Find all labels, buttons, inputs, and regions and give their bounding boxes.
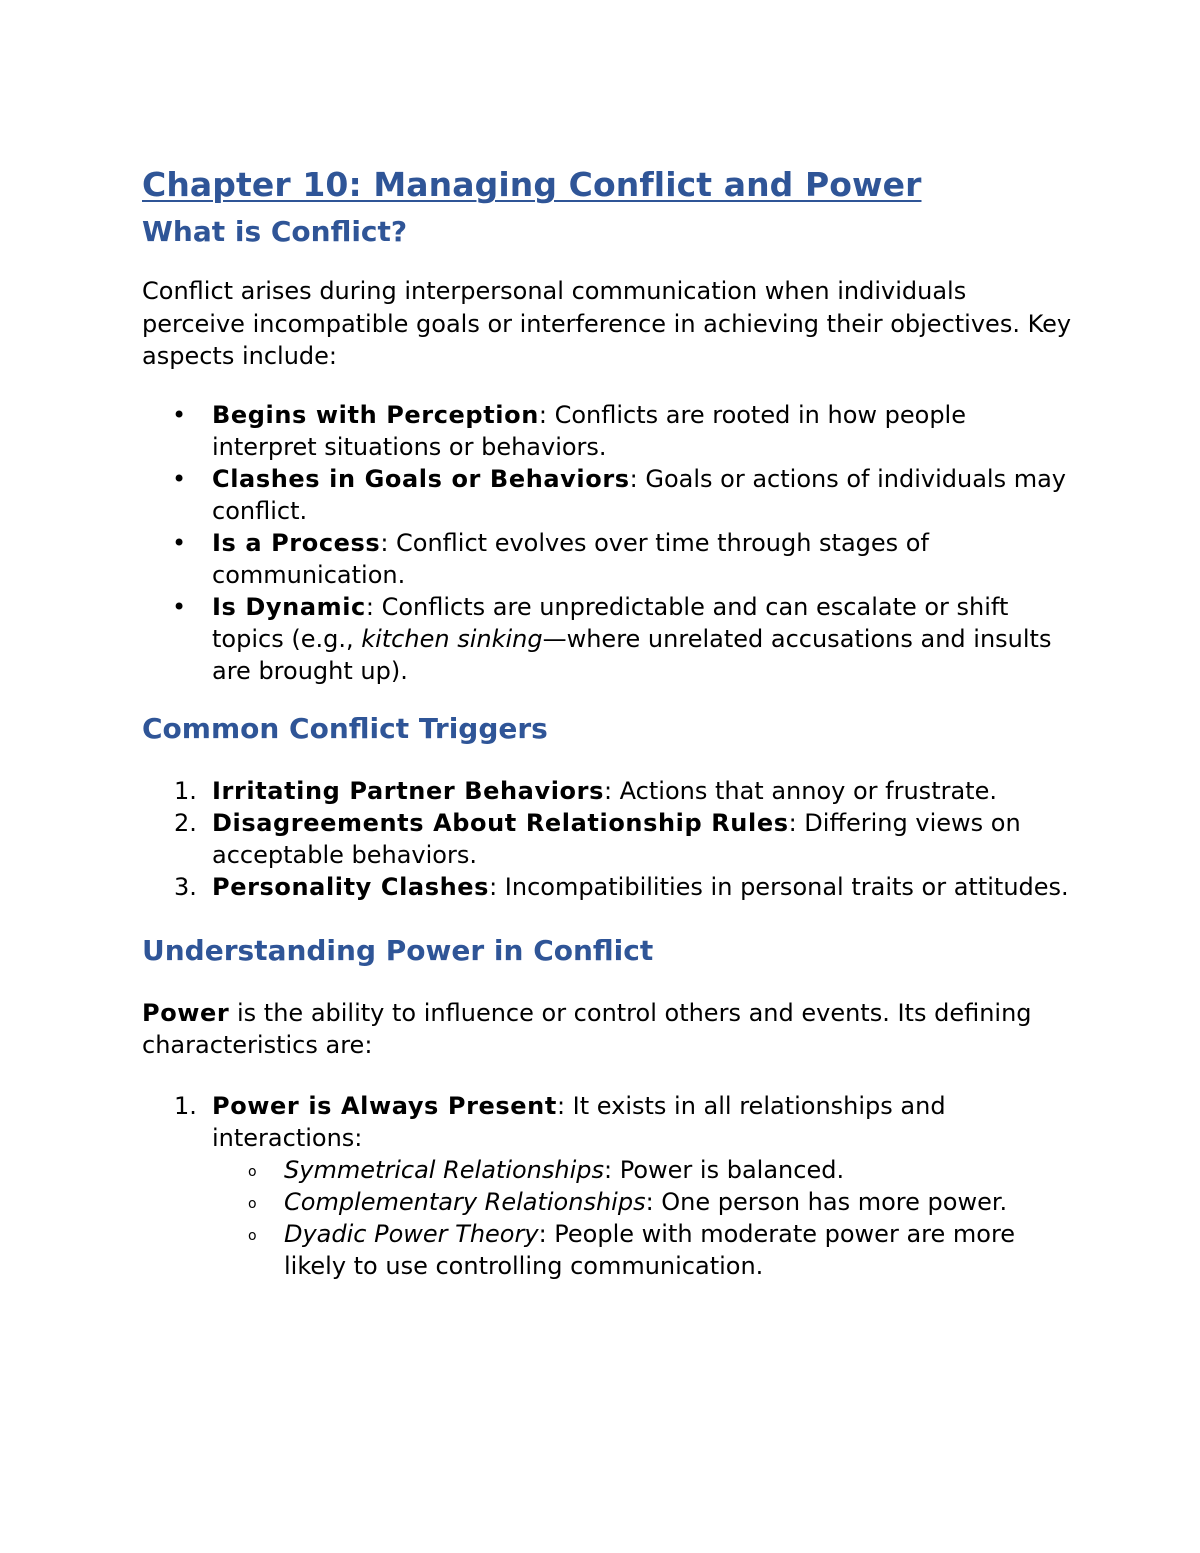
term: Is a Process — [212, 528, 381, 557]
power-characteristics-list — [142, 1090, 1072, 1282]
description: : It exists in all relationships and interactions: — [212, 1091, 946, 1152]
sub-bullet-marker: o — [248, 1163, 257, 1180]
heading-understanding-power: Understanding Power in Conflict — [142, 933, 654, 967]
description: : Goals or actions of individuals may conflict. — [212, 464, 1067, 525]
list-number: 1. — [174, 1091, 197, 1120]
document-title: Chapter 10: Managing Conflict and Power — [142, 165, 922, 204]
bullet-marker: • — [172, 528, 187, 557]
power-intro-paragraph — [142, 997, 1072, 1062]
triggers-list — [142, 775, 1072, 903]
sub-list-item — [212, 1186, 1072, 1218]
heading-common-triggers: Common Conflict Triggers — [142, 711, 548, 745]
sub-list-item — [212, 1154, 1072, 1186]
document-page — [142, 160, 1072, 1282]
list-item — [142, 871, 1072, 903]
list-item — [142, 1090, 1072, 1282]
description: is the ability to influence or control others and events. Its defining characteristics are: — [142, 998, 1032, 1059]
list-item — [142, 807, 1072, 871]
term: Is Dynamic — [212, 592, 366, 621]
term: Power — [142, 998, 230, 1027]
description: : Differing views on acceptable behaviors. — [212, 808, 1021, 869]
list-number: 1. — [174, 776, 197, 805]
bullet-marker: • — [172, 464, 187, 493]
list-item — [142, 399, 1072, 463]
term: Symmetrical Relationships — [284, 1155, 605, 1184]
description: : Conflict evolves over time through stages of communication. — [212, 528, 929, 589]
description: : Actions that annoy or frustrate. — [603, 776, 997, 805]
bullet-marker: • — [172, 592, 187, 621]
term: Irritating Partner Behaviors — [212, 776, 604, 805]
term: Power is Always Present — [212, 1091, 557, 1120]
description: : Incompatibilities in personal traits or attitudes. — [489, 872, 1069, 901]
term: Clashes in Goals or Behaviors — [212, 464, 630, 493]
description: : Conflicts are rooted in how people interpret situations or behaviors. — [212, 400, 966, 461]
heading-what-is-conflict: What is Conflict? — [142, 215, 408, 248]
list-number: 2. — [174, 808, 197, 837]
term: Dyadic Power Theory — [284, 1219, 539, 1248]
sub-bullet-marker: o — [248, 1227, 257, 1244]
description: : Conflicts are unpredictable and can escalate or shift topics (e.g., — [212, 592, 1009, 653]
description: : One person has more power. — [645, 1187, 1008, 1216]
sub-list — [212, 1154, 1072, 1282]
list-item — [142, 591, 1072, 687]
list-number: 3. — [174, 872, 197, 901]
bullet-marker: • — [172, 400, 187, 429]
emphasis: kitchen sinking — [361, 624, 543, 653]
conflict-aspects-list — [142, 399, 1072, 687]
list-item — [142, 775, 1072, 807]
term: Begins with Perception — [212, 400, 539, 429]
list-item — [142, 527, 1072, 591]
term: Disagreements About Relationship Rules — [212, 808, 789, 837]
term: Personality Clashes — [212, 872, 490, 901]
description: : Power is balanced. — [604, 1155, 845, 1184]
term: Complementary Relationships — [284, 1187, 646, 1216]
description-continued: —where unrelated accusations and insults are brought up). — [212, 624, 1052, 685]
description: : People with moderate power are more likely to use controlling communication. — [284, 1219, 1016, 1280]
list-item — [142, 463, 1072, 527]
sub-bullet-marker: o — [248, 1195, 257, 1212]
sub-list-item — [212, 1218, 1072, 1282]
conflict-intro-paragraph: Conflict arises during interpersonal communication when individuals perceive incompatible goals or interference in achieving their objectives. Key aspects include: — [142, 277, 1072, 370]
